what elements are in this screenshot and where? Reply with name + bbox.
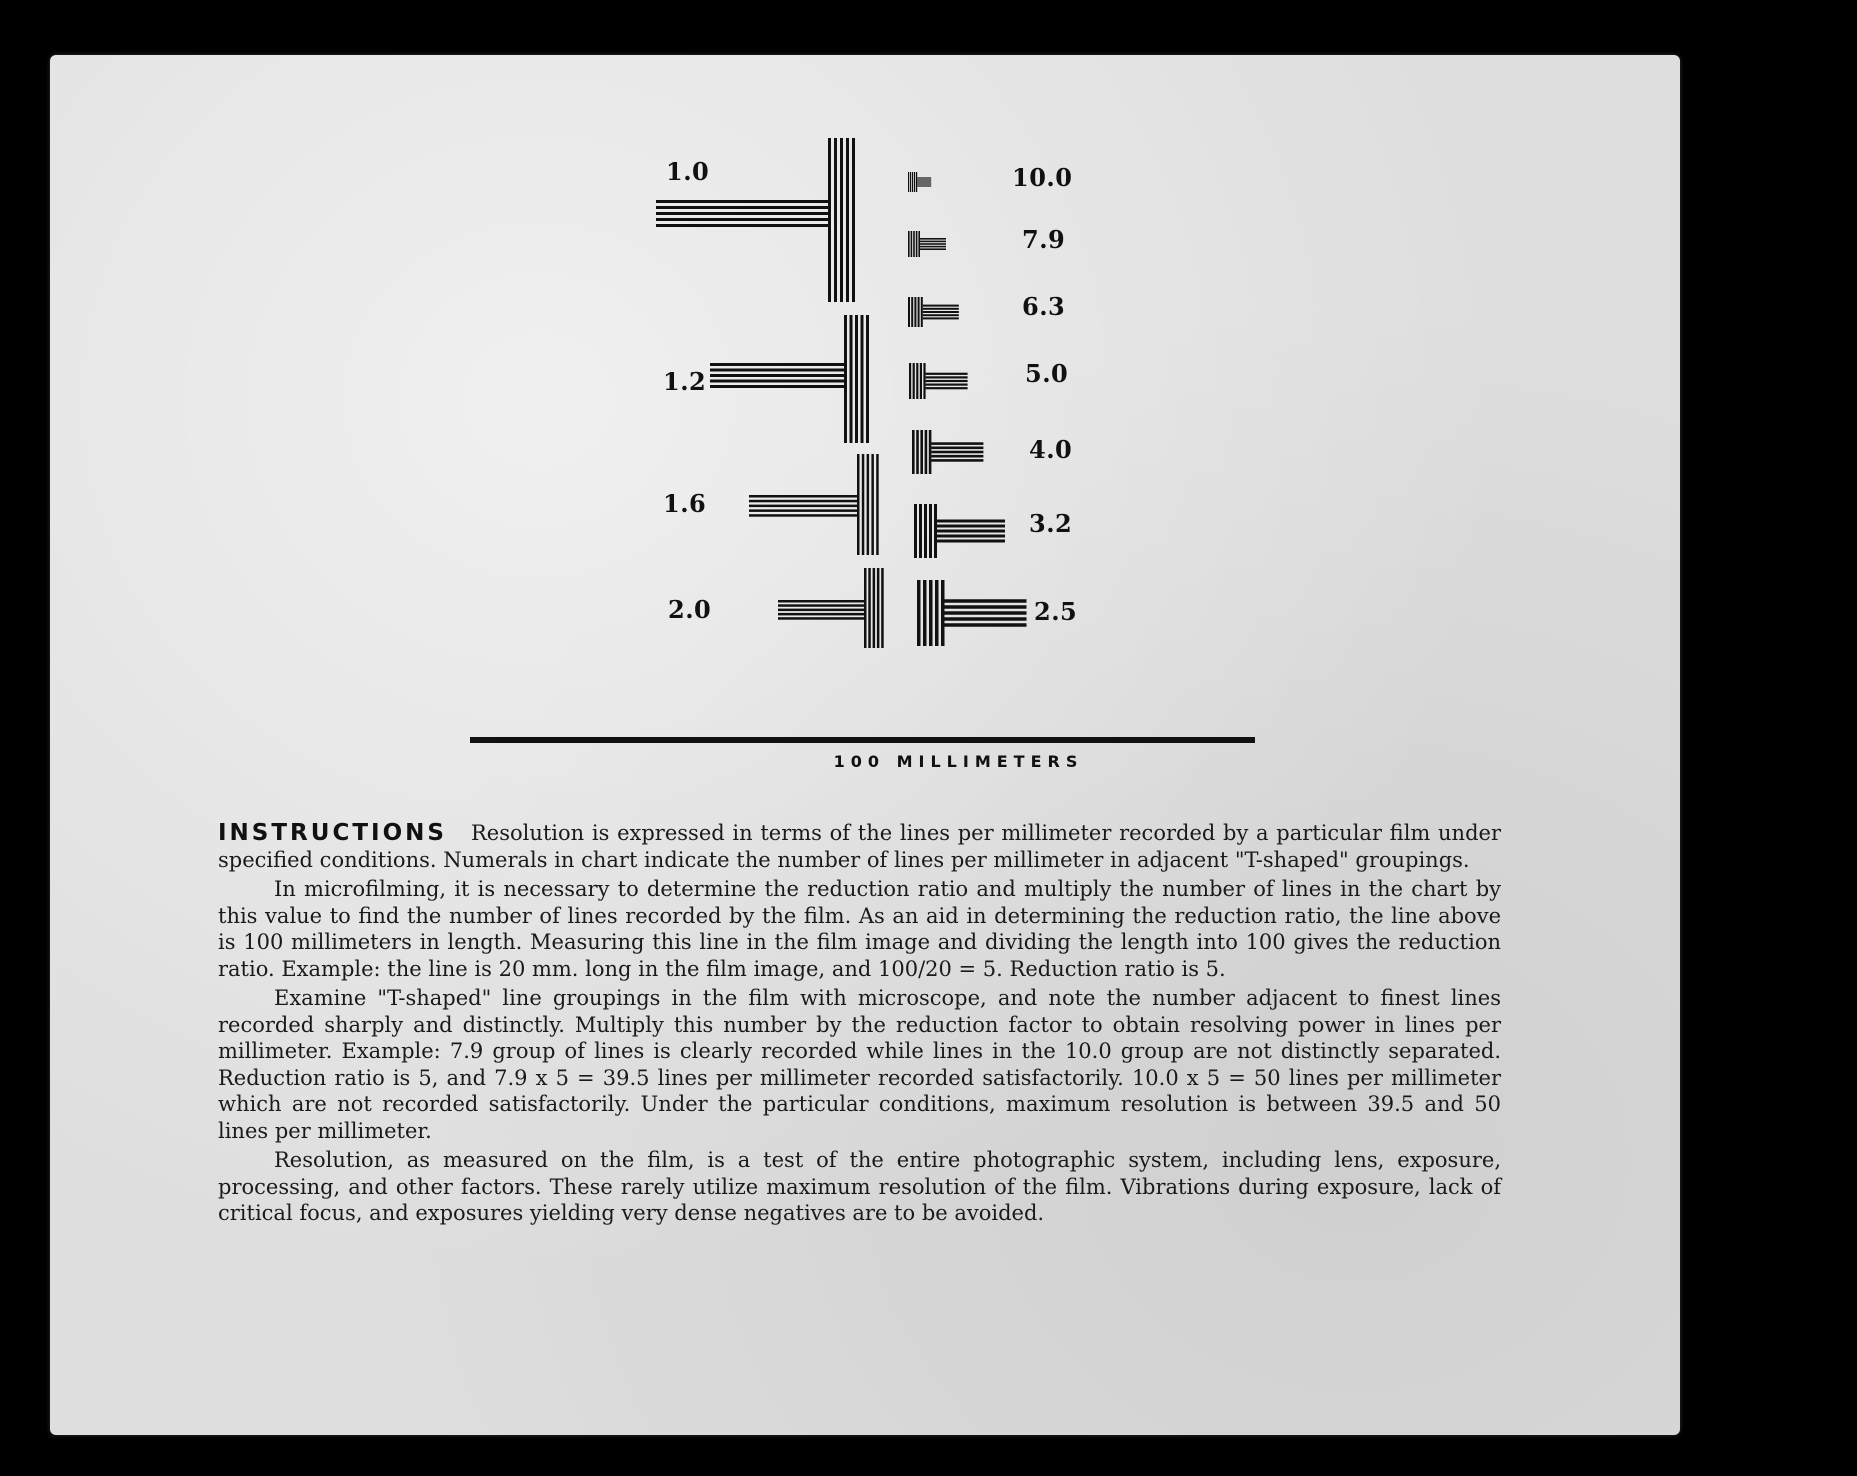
instructions-paragraph-1-body: Resolution is expressed in terms of the lines per millimeter recorded by a particular film under specified conditions. Numerals in chart indicate the number of lines per millimeter in adjacent "T-shaped" groupings. [218, 821, 1501, 872]
right-label-5: 4.0 [1029, 435, 1073, 464]
scale-line [470, 737, 1255, 743]
instructions-paragraph-4: Resolution, as measured on the film, is a test of the entire photographic system, including lens, exposure, processing, and other factors. These rarely utilize maximum resolution of the film. Vibrations during exposure, lack of critical focus, and exposures yielding very dense negatives are to be avoided. [218, 1148, 1501, 1225]
right-label-7: 2.5 [1034, 597, 1078, 626]
right-label-1: 10.0 [1012, 163, 1073, 192]
scale-caption: 100 MILLIMETERS [833, 752, 1084, 771]
instructions-text [218, 820, 1501, 1230]
instructions-paragraph-1 [218, 820, 1501, 873]
instructions-paragraph-2: In microfilming, it is necessary to determine the reduction ratio and multiply the number of lines in the chart by this value to find the number of lines recorded by the film. As an aid in determining the reduction ratio, the line above is 100 millimeters in length. Measuring this line in the film image and dividing the length into 100 gives the reduction ratio. Example: the line is 20 mm. long in the film image, and 100/20 = 5. Reduction ratio is 5. [218, 877, 1501, 981]
left-label-4: 2.0 [668, 595, 712, 624]
right-label-2: 7.9 [1022, 225, 1066, 254]
left-label-2: 1.2 [663, 367, 707, 396]
right-label-4: 5.0 [1025, 359, 1069, 388]
instructions-paragraph-3: Examine "T-shaped" line groupings in the film with microscope, and note the number adjacent to finest lines recorded sharply and distinctly. Multiply this number by the reduction factor to obtain resolving power in lines per millimeter. Example: 7.9 group of lines is clearly recorded while lines in the 10.0 group are not distinctly separated. Reduction ratio is 5, and 7.9 x 5 = 39.5 lines per millimeter recorded satisfactorily. 10.0 x 5 = 50 lines per millimeter which are not recorded satisfactorily. Under the particular conditions, maximum resolution is between 39.5 and 50 lines per millimeter. [218, 986, 1501, 1143]
right-label-3: 6.3 [1022, 292, 1066, 321]
right-label-6: 3.2 [1029, 509, 1073, 538]
left-label-3: 1.6 [663, 489, 707, 518]
left-label-1: 1.0 [666, 157, 710, 186]
instructions-heading: INSTRUCTIONS [218, 820, 447, 846]
